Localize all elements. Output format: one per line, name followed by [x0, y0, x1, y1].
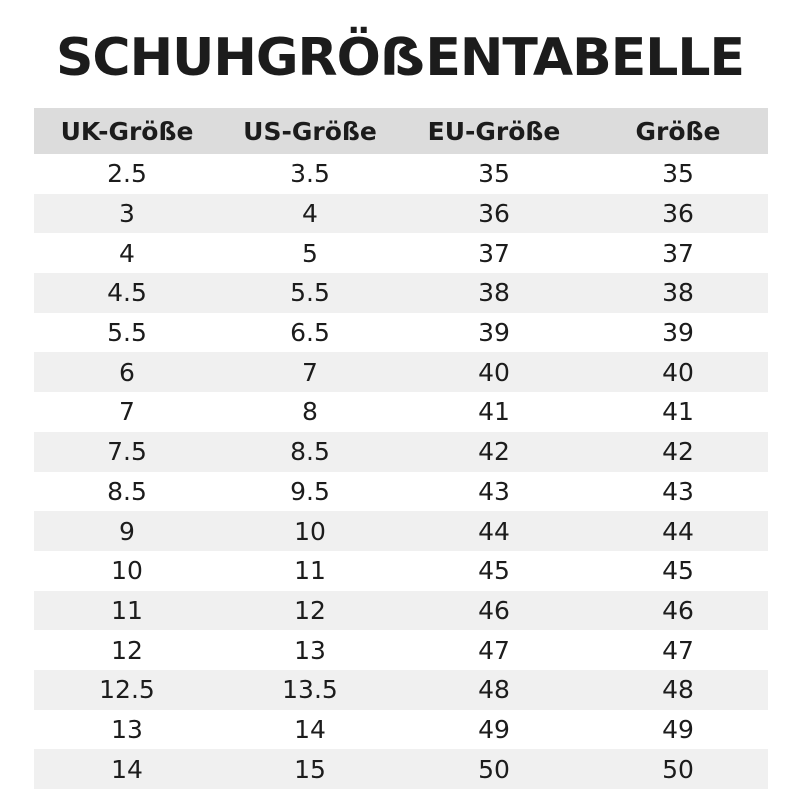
size-cell: 42	[588, 432, 768, 472]
us-size-cell: 13	[220, 630, 400, 670]
eu-size-cell: 42	[400, 432, 588, 472]
us-size-cell: 14	[220, 710, 400, 750]
table-row	[34, 551, 768, 591]
uk-size-cell: 13	[34, 710, 220, 750]
table-row	[34, 273, 768, 313]
us-size-cell: 3.5	[220, 154, 400, 194]
table-row	[34, 233, 768, 273]
size-cell: 36	[588, 194, 768, 234]
table-row	[34, 194, 768, 234]
uk-size-cell: 4	[34, 233, 220, 273]
table-row	[34, 313, 768, 353]
uk-size-cell: 7	[34, 392, 220, 432]
eu-size-cell: 39	[400, 313, 588, 353]
eu-size-cell: 46	[400, 591, 588, 631]
size-cell: 45	[588, 551, 768, 591]
us-size-cell: 5.5	[220, 273, 400, 313]
eu-size-cell: 35	[400, 154, 588, 194]
size-cell: 39	[588, 313, 768, 353]
eu-size-cell: 44	[400, 511, 588, 551]
uk-size-cell: 9	[34, 511, 220, 551]
table-row	[34, 749, 768, 789]
size-cell: 38	[588, 273, 768, 313]
table-header-row	[34, 108, 768, 154]
eu-size-cell: 47	[400, 630, 588, 670]
table-row	[34, 154, 768, 194]
us-size-cell: 5	[220, 233, 400, 273]
size-cell: 41	[588, 392, 768, 432]
eu-size-cell: 43	[400, 472, 588, 512]
size-cell: 43	[588, 472, 768, 512]
us-size-cell: 9.5	[220, 472, 400, 512]
size-cell: 47	[588, 630, 768, 670]
table-row	[34, 591, 768, 631]
size-cell: 50	[588, 749, 768, 789]
header-eu-size: EU-Größe	[400, 108, 588, 154]
us-size-cell: 4	[220, 194, 400, 234]
us-size-cell: 11	[220, 551, 400, 591]
uk-size-cell: 12	[34, 630, 220, 670]
header-us-size: US-Größe	[220, 108, 400, 154]
uk-size-cell: 14	[34, 749, 220, 789]
size-chart-table	[34, 108, 768, 789]
size-cell: 46	[588, 591, 768, 631]
eu-size-cell: 40	[400, 352, 588, 392]
eu-size-cell: 37	[400, 233, 588, 273]
header-size: Größe	[588, 108, 768, 154]
us-size-cell: 15	[220, 749, 400, 789]
size-cell: 40	[588, 352, 768, 392]
page-title: SCHUHGRÖẞENTABELLE	[55, 28, 745, 88]
uk-size-cell: 8.5	[34, 472, 220, 512]
table-row	[34, 710, 768, 750]
uk-size-cell: 7.5	[34, 432, 220, 472]
eu-size-cell: 45	[400, 551, 588, 591]
uk-size-cell: 2.5	[34, 154, 220, 194]
size-cell: 44	[588, 511, 768, 551]
size-cell: 37	[588, 233, 768, 273]
table-row	[34, 511, 768, 551]
us-size-cell: 10	[220, 511, 400, 551]
us-size-cell: 8	[220, 392, 400, 432]
table-row	[34, 472, 768, 512]
uk-size-cell: 6	[34, 352, 220, 392]
us-size-cell: 8.5	[220, 432, 400, 472]
size-cell: 35	[588, 154, 768, 194]
us-size-cell: 13.5	[220, 670, 400, 710]
us-size-cell: 7	[220, 352, 400, 392]
uk-size-cell: 11	[34, 591, 220, 631]
us-size-cell: 6.5	[220, 313, 400, 353]
uk-size-cell: 4.5	[34, 273, 220, 313]
us-size-cell: 12	[220, 591, 400, 631]
table-body	[34, 154, 768, 789]
eu-size-cell: 41	[400, 392, 588, 432]
table-row	[34, 432, 768, 472]
eu-size-cell: 49	[400, 710, 588, 750]
table-row	[34, 630, 768, 670]
eu-size-cell: 38	[400, 273, 588, 313]
eu-size-cell: 48	[400, 670, 588, 710]
uk-size-cell: 12.5	[34, 670, 220, 710]
eu-size-cell: 50	[400, 749, 588, 789]
header-uk-size: UK-Größe	[34, 108, 220, 154]
size-cell: 49	[588, 710, 768, 750]
uk-size-cell: 5.5	[34, 313, 220, 353]
size-cell: 48	[588, 670, 768, 710]
table-row	[34, 392, 768, 432]
uk-size-cell: 3	[34, 194, 220, 234]
table-row	[34, 670, 768, 710]
uk-size-cell: 10	[34, 551, 220, 591]
table-row	[34, 352, 768, 392]
eu-size-cell: 36	[400, 194, 588, 234]
